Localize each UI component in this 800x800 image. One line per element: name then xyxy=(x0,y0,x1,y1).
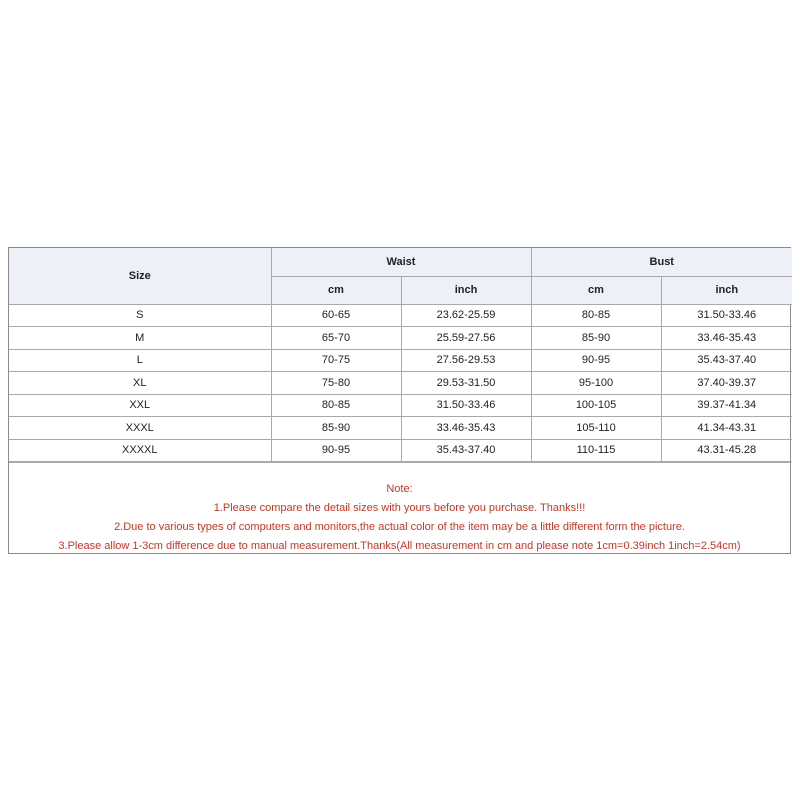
notes-section xyxy=(9,462,790,553)
waist-inch-cell: 23.62-25.59 xyxy=(401,304,531,327)
size-cell: XL xyxy=(9,372,271,395)
size-table xyxy=(9,248,792,462)
bust-cm-cell: 105-110 xyxy=(531,417,661,440)
waist-cm-cell: 90-95 xyxy=(271,439,401,462)
bust-cm-cell: 80-85 xyxy=(531,304,661,327)
size-cell: L xyxy=(9,349,271,372)
bust-cm-header: cm xyxy=(531,276,661,304)
waist-cm-cell: 70-75 xyxy=(271,349,401,372)
size-cell: XXXL xyxy=(9,417,271,440)
table-row xyxy=(9,372,792,395)
bust-inch-cell: 35.43-37.40 xyxy=(661,349,792,372)
table-row xyxy=(9,327,792,350)
group-header-row xyxy=(9,248,792,276)
size-chart xyxy=(8,247,791,554)
waist-inch-cell: 35.43-37.40 xyxy=(401,439,531,462)
waist-cm-cell: 80-85 xyxy=(271,394,401,417)
waist-inch-cell: 25.59-27.56 xyxy=(401,327,531,350)
waist-cm-cell: 75-80 xyxy=(271,372,401,395)
waist-inch-cell: 29.53-31.50 xyxy=(401,372,531,395)
bust-inch-cell: 31.50-33.46 xyxy=(661,304,792,327)
waist-inch-cell: 31.50-33.46 xyxy=(401,394,531,417)
waist-cm-cell: 85-90 xyxy=(271,417,401,440)
bust-inch-header: inch xyxy=(661,276,792,304)
bust-cm-cell: 100-105 xyxy=(531,394,661,417)
bust-cm-cell: 110-115 xyxy=(531,439,661,462)
waist-cm-cell: 60-65 xyxy=(271,304,401,327)
waist-cm-header: cm xyxy=(271,276,401,304)
waist-inch-cell: 27.56-29.53 xyxy=(401,349,531,372)
table-row xyxy=(9,439,792,462)
bust-cm-cell: 85-90 xyxy=(531,327,661,350)
size-column-header: Size xyxy=(9,248,271,304)
bust-inch-cell: 37.40-39.37 xyxy=(661,372,792,395)
table-row xyxy=(9,394,792,417)
size-cell: M xyxy=(9,327,271,350)
size-cell: S xyxy=(9,304,271,327)
note-line-2: 2.Due to various types of computers and monitors,the actual color of the item may be a little different form the picture. xyxy=(114,521,685,533)
waist-inch-cell: 33.46-35.43 xyxy=(401,417,531,440)
bust-group-header: Bust xyxy=(531,248,792,276)
bust-cm-cell: 95-100 xyxy=(531,372,661,395)
bust-cm-cell: 90-95 xyxy=(531,349,661,372)
bust-inch-cell: 33.46-35.43 xyxy=(661,327,792,350)
table-row xyxy=(9,349,792,372)
bust-inch-cell: 39.37-41.34 xyxy=(661,394,792,417)
note-line-3: 3.Please allow 1-3cm difference due to manual measurement.Thanks(All measurement in cm and please note 1cm=0.39inch 1inch=2.54cm) xyxy=(58,540,741,552)
waist-inch-header: inch xyxy=(401,276,531,304)
waist-group-header: Waist xyxy=(271,248,531,276)
bust-inch-cell: 41.34-43.31 xyxy=(661,417,792,440)
table-row xyxy=(9,304,792,327)
bust-inch-cell: 43.31-45.28 xyxy=(661,439,792,462)
note-line-1: 1.Please compare the detail sizes with yours before you purchase. Thanks!!! xyxy=(213,502,586,514)
note-title: Note: xyxy=(386,483,413,495)
size-cell: XXL xyxy=(9,394,271,417)
waist-cm-cell: 65-70 xyxy=(271,327,401,350)
size-cell: XXXXL xyxy=(9,439,271,462)
table-row xyxy=(9,417,792,440)
